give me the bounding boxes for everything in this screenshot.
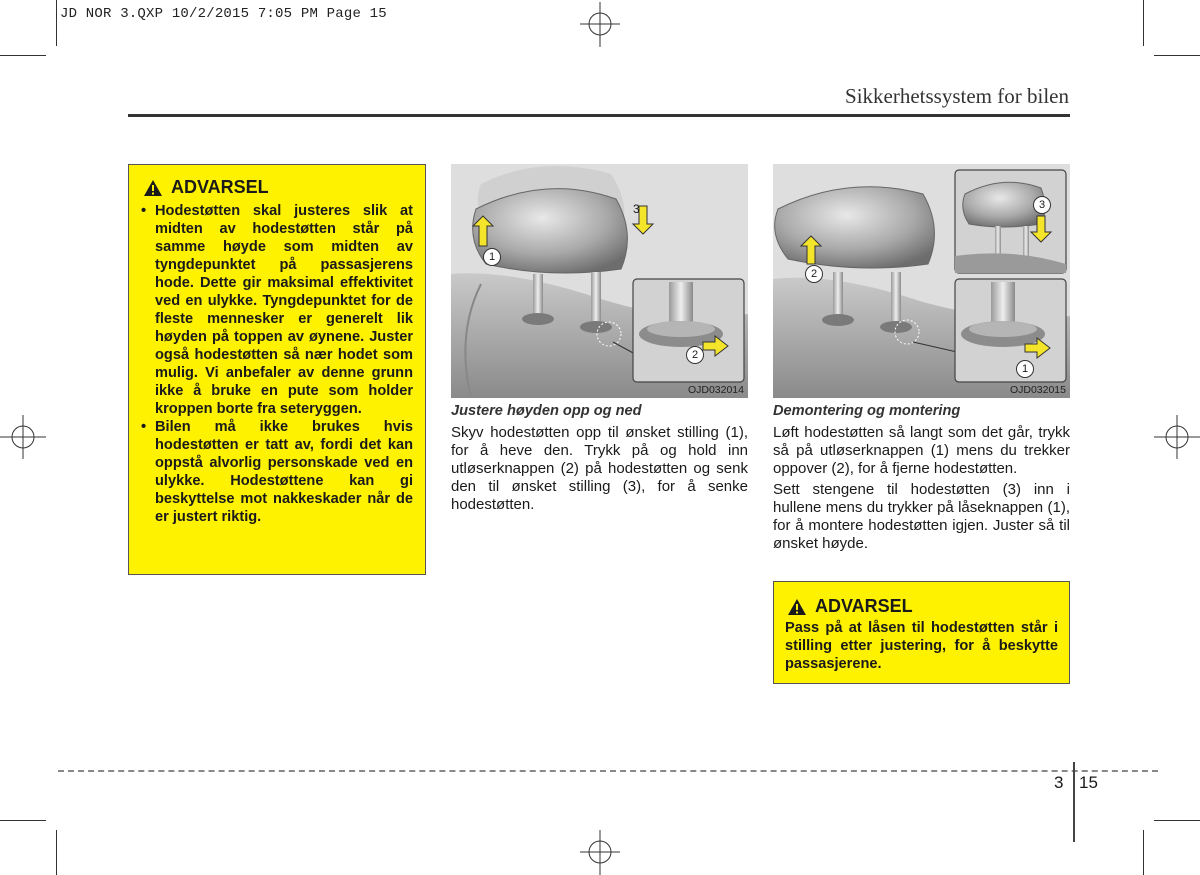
crop-mark xyxy=(1143,0,1144,46)
print-slug: JD NOR 3.QXP 10/2/2015 7:05 PM Page 15 xyxy=(60,6,387,22)
registration-mark-left xyxy=(0,412,46,462)
warning-box-left xyxy=(128,164,426,575)
crop-mark xyxy=(0,820,46,821)
figure-caption: Justere høyden opp og ned xyxy=(451,403,642,419)
crop-mark xyxy=(1154,55,1200,56)
warning-title-text: ADVARSEL xyxy=(815,596,913,616)
figure-headrest-height xyxy=(451,164,748,398)
figure-description xyxy=(773,424,1070,556)
callout-3: 3 xyxy=(1033,196,1051,214)
warning-text: Pass på at låsen til hodestøtten står i stilling etter justering, for å beskytte passasjerene. xyxy=(785,620,1058,672)
header-rule xyxy=(128,114,1070,117)
warning-box-right xyxy=(773,581,1070,684)
headrest-illustration xyxy=(451,164,748,398)
warning-triangle-icon xyxy=(143,179,163,197)
page-divider xyxy=(1073,762,1075,842)
crop-mark xyxy=(56,830,57,875)
crop-mark xyxy=(1154,820,1200,821)
chapter-number: 3 xyxy=(1054,773,1064,792)
paragraph: Sett stengene til hodestøtten (3) inn i hullene mens du trykker på låseknappen (1), for å montere hodestøtten igjen. Juster så til ønsket høyde. xyxy=(773,481,1070,552)
callout-1: 1 xyxy=(1016,360,1034,378)
figure-caption: Demontering og montering xyxy=(773,403,961,419)
paragraph: Skyv hodestøtten opp til ønsket stilling (1), for å heve den. Trykk på og hold inn utløserknappen (2) på hodestøtten og senk den til ønsket stilling (3), for å senke hodestøtten. xyxy=(451,424,748,513)
warning-list xyxy=(141,202,413,526)
warning-title-text: ADVARSEL xyxy=(171,177,269,197)
figure-headrest-removal xyxy=(773,164,1070,398)
callout-1: 1 xyxy=(483,248,501,266)
paragraph: Løft hodestøtten så langt som det går, trykk så på utløserknappen (1) mens du trekker oppover (2), for å fjerne hodestøtten. xyxy=(773,424,1070,477)
registration-mark-bottom xyxy=(575,830,625,875)
warning-triangle-icon xyxy=(787,598,807,616)
figure-code: OJD032014 xyxy=(687,384,744,396)
figure-code: OJD032015 xyxy=(1009,384,1066,396)
warning-title xyxy=(787,596,1058,617)
registration-mark-right xyxy=(1154,412,1200,462)
warning-title xyxy=(143,177,413,198)
callout-2: 2 xyxy=(686,346,704,364)
warning-item: • Bilen må ikke brukes hvis hodestøtten er tatt av, fordi det kan oppstå alvorlig personskade ved en ulykke. Hodestøttene kan gi beskyttelse mot nakkeskader når de er justert riktig. xyxy=(141,418,413,526)
crop-mark xyxy=(1143,830,1144,875)
registration-mark-top xyxy=(575,2,625,47)
crop-mark xyxy=(56,0,57,46)
callout-2: 2 xyxy=(805,265,823,283)
crop-mark xyxy=(0,55,46,56)
page-number: 15 xyxy=(1079,773,1098,792)
warning-item: • Hodestøtten skal justeres slik at midten av hodestøtten står på samme høyde som midten av tyngdepunktet på passasjerens hode. Dette gir maksimal effektivitet ved en ulykke. Tyngdepunktet for de fleste mennesker er generelt lik høyden på toppen av øynene. Juster også hodestøtten så nær hodet som mulig. Vi anbefaler av denne grunn ikke å bruke en pute som holder kroppen borte fra seteryggen. xyxy=(141,202,413,418)
section-title: Sikkerhetssystem for bilen xyxy=(845,84,1069,108)
figure-description xyxy=(451,424,748,517)
callout-3: 3 xyxy=(633,202,640,216)
footer-rule xyxy=(58,770,1158,772)
